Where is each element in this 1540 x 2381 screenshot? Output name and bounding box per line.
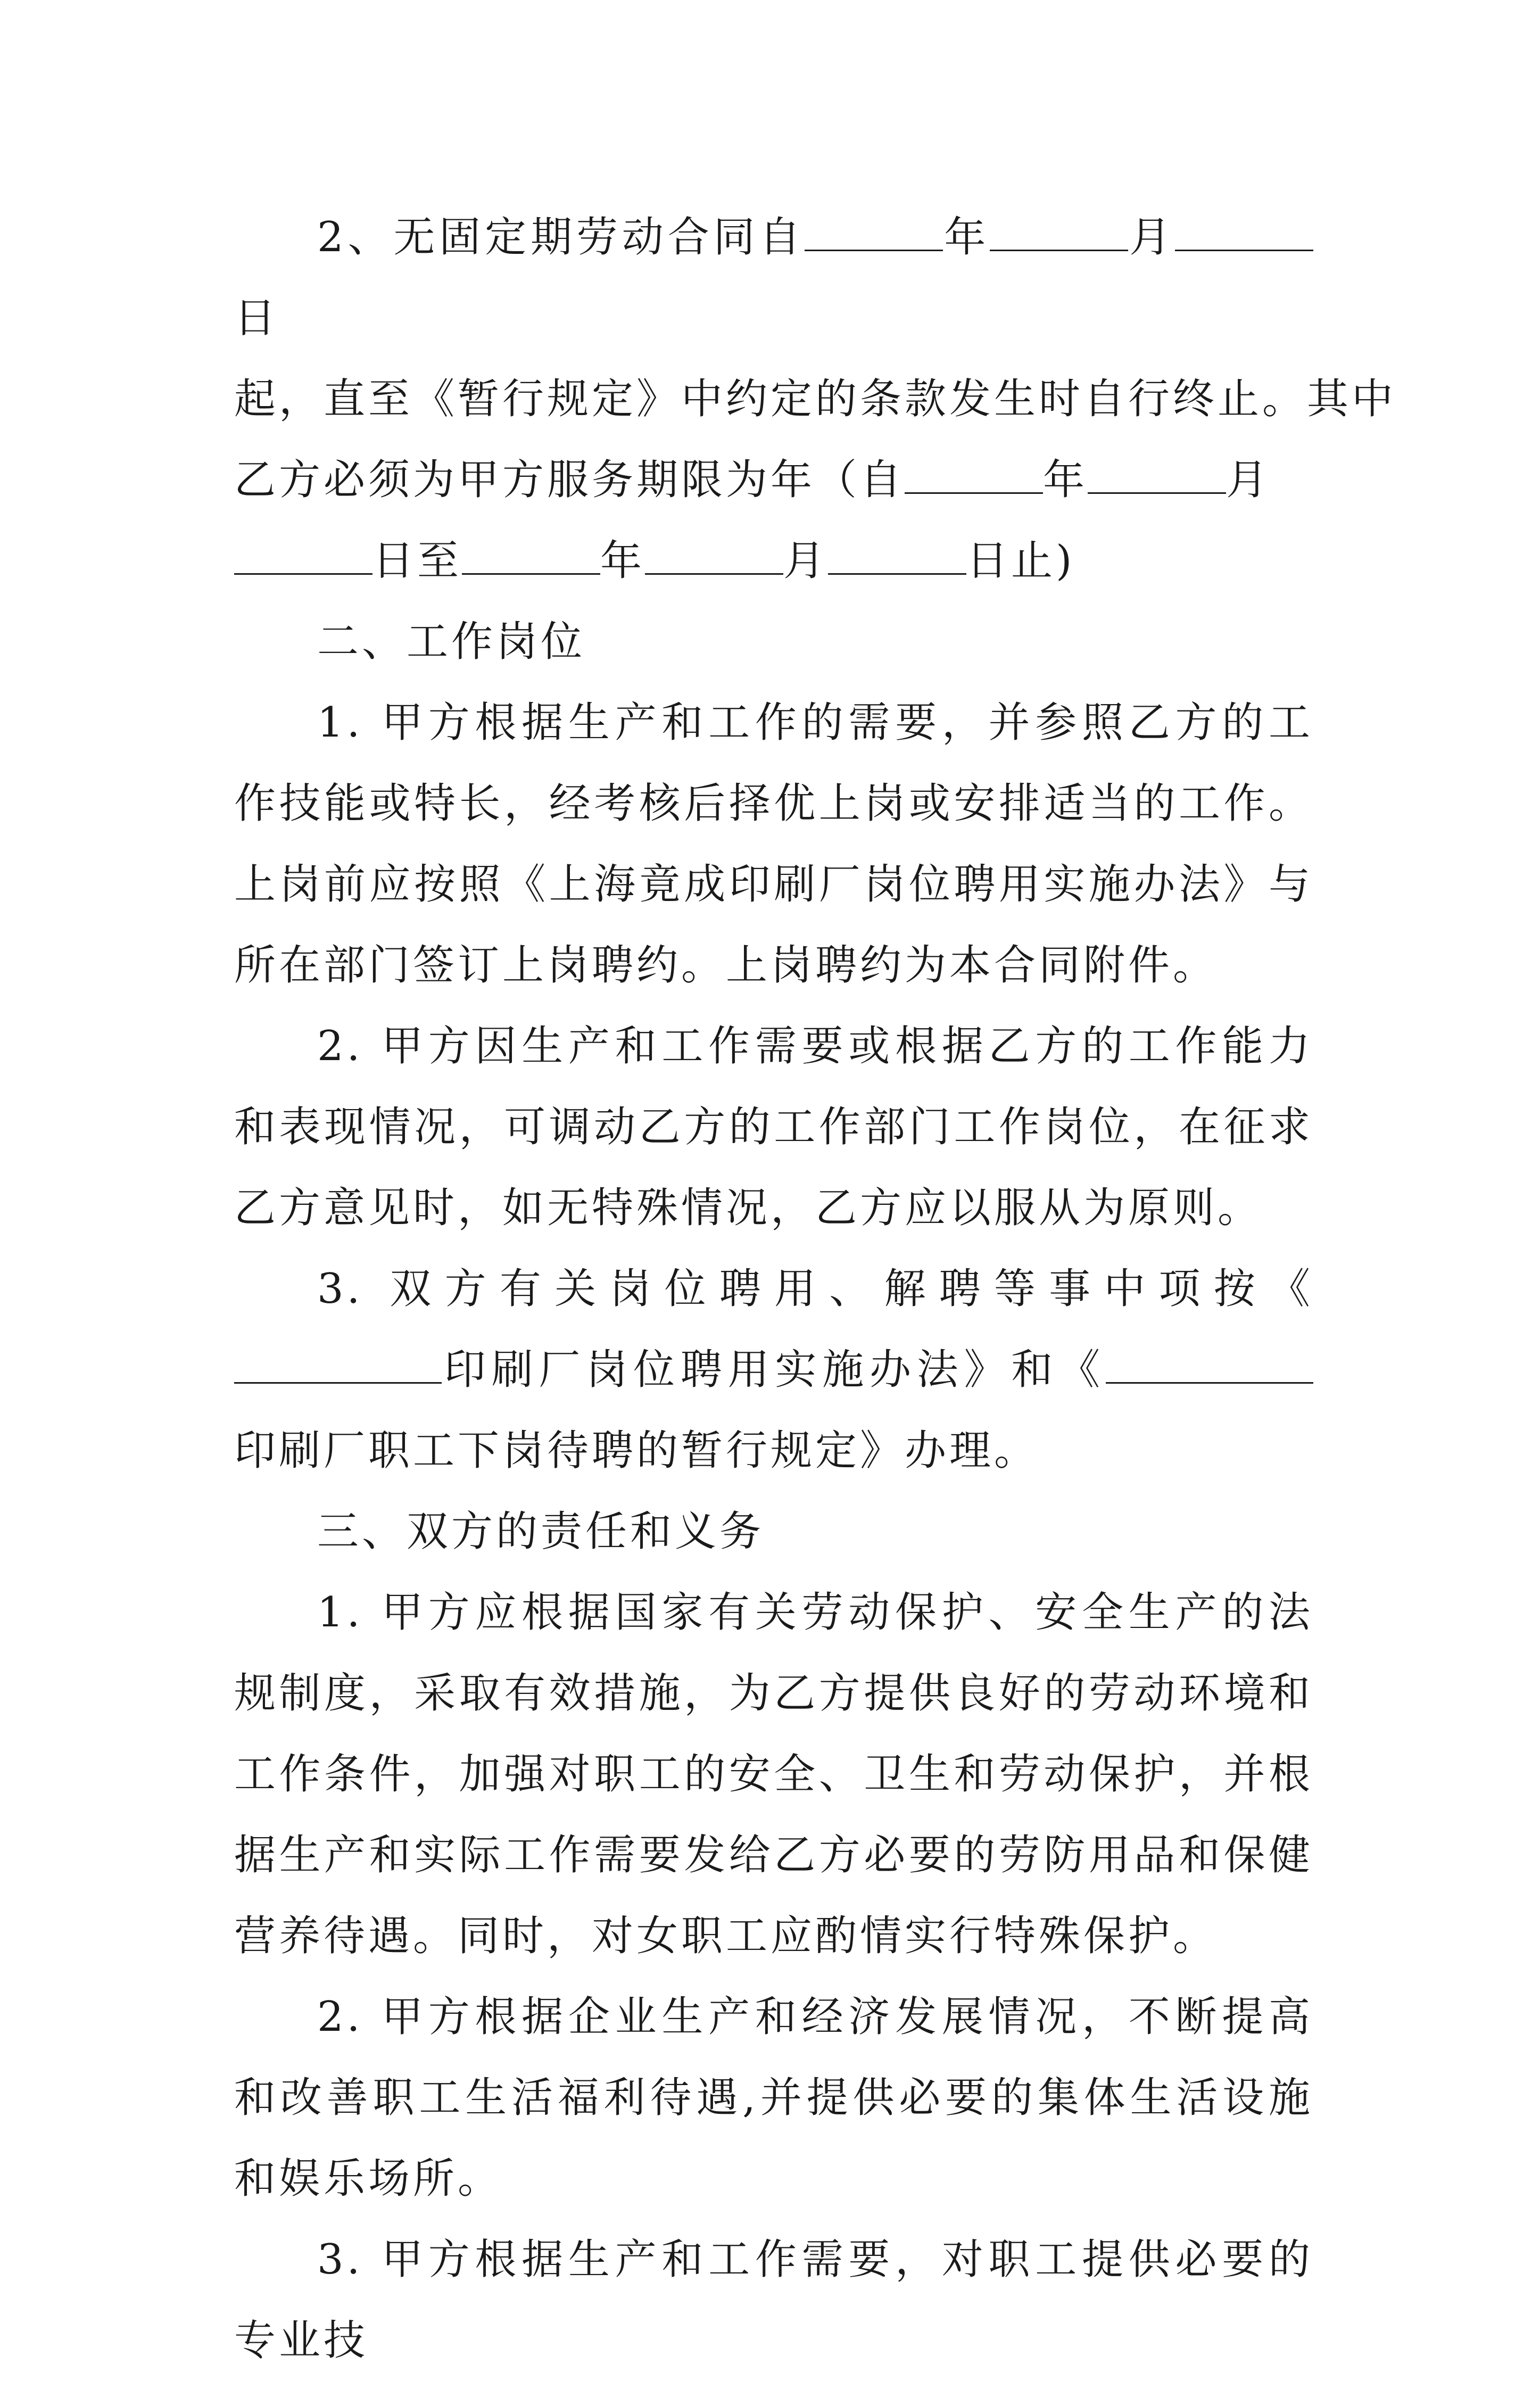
clause-3-text-a: 3. 双方有关岗位聘用、解聘等事中项按《 — [317, 1265, 1313, 1313]
clause-duties-3: 3. 甲方根据生产和工作需要，对职工提供必要的专业技 — [234, 2236, 1313, 2365]
term-day-blank — [234, 536, 372, 575]
clause-work-post-3 — [234, 1249, 1313, 1491]
clause-duties-1: 1. 甲方应根据国家有关劳动保护、安全生产的法规制度，采取有效措施，为乙方提供良好的劳动环境和工作条件，加强对职工的安全、卫生和劳动保护，并根据生产和实际工作需要发给乙方必要的劳防用品和保健营养待遇。同时，对女职工应酌情实行特殊保护。 — [234, 1589, 1313, 1960]
end-year-blank — [462, 536, 600, 575]
clause-permanent-contract — [234, 197, 1313, 359]
service-term-end-line — [234, 520, 1313, 601]
day-to-label: 日至 — [372, 537, 462, 585]
end-day-blank — [828, 536, 966, 575]
year-label: 年 — [600, 537, 645, 585]
service-term-line — [234, 440, 1313, 520]
term-year-blank — [905, 455, 1043, 494]
section-heading-duties: 三、双方的责任和义务 — [317, 1508, 765, 1556]
factory-name-blank-2 — [1106, 1345, 1313, 1384]
start-month-blank — [990, 212, 1128, 251]
document-body — [234, 197, 1397, 2381]
term-month-blank — [1088, 455, 1226, 494]
day-label: 日 — [234, 294, 279, 342]
clause-work-post-2: 2. 甲方因生产和工作需要或根据乙方的工作能力和表现情况，可调动乙方的工作部门工作岗位，在征求乙方意见时，如无特殊情况，乙方应以服从为原则。 — [234, 1022, 1313, 1232]
year-label: 年 — [1043, 456, 1088, 504]
service-term-text: 乙方必须为甲方服务期限为年（自 — [234, 456, 905, 504]
clause-work-post-1: 1. 甲方根据生产和工作的需要，并参照乙方的工作技能或特长，经考核后择优上岗或安排适当的工作。上岗前应按照《上海竟成印刷厂岗位聘用实施办法》与所在部门签订上岗聘约。上岗聘约为本合同附件。 — [234, 699, 1313, 989]
termination-text: 起，直至《暂行规定》中约定的条款发生时自行终止。其中 — [234, 375, 1397, 423]
end-month-blank — [645, 536, 783, 575]
section-heading-work-post: 二、工作岗位 — [317, 618, 586, 666]
month-label: 月 — [1128, 213, 1175, 261]
start-year-blank — [805, 212, 943, 251]
clause-3-text-b: 印刷厂岗位聘用实施办法》和《 — [442, 1346, 1106, 1394]
start-day-blank — [1175, 212, 1313, 251]
month-label: 月 — [1226, 456, 1271, 504]
month-label: 月 — [783, 537, 829, 585]
factory-name-blank-1 — [234, 1345, 442, 1384]
clause-duties-2: 2. 甲方根据企业生产和经济发展情况，不断提高和改善职工生活福利待遇,并提供必要的集体生活设施和娱乐场所。 — [234, 1993, 1313, 2203]
day-end-label: 日止) — [966, 537, 1075, 585]
year-label: 年 — [943, 213, 990, 261]
contract-start-label: 2、无固定期劳动合同自 — [317, 213, 805, 261]
clause-3-text-c: 印刷厂职工下岗待聘的暂行规定》办理。 — [234, 1427, 1039, 1475]
clause-continuation — [234, 359, 1397, 601]
